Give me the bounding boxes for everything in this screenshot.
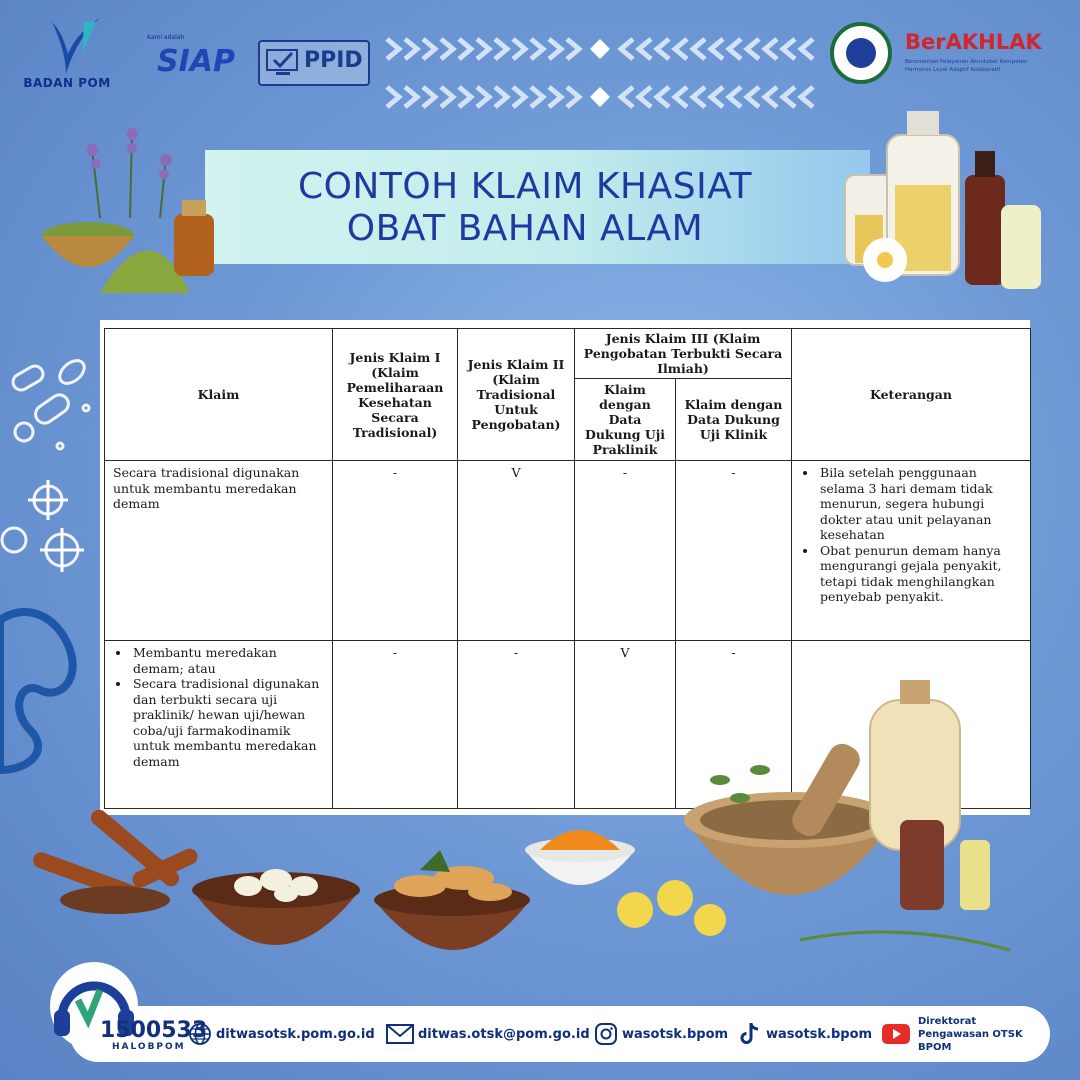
setara-berdaya-logo <box>830 22 892 84</box>
row-1-jenis-3a: - <box>575 461 676 641</box>
footer-youtube[interactable] <box>882 1006 1023 1062</box>
header-jenis-klaim-1: Jenis Klaim I (Klaim Pemeliharaan Kesehatan Secara Tradisional) <box>333 329 458 461</box>
list-item: • Secara tradisional digunakan dan terbukti secara uji praklinik/ hewan uji/hewan coba/uji farmakodinamik untuk membantu meredakan demam <box>131 676 324 769</box>
header-jenis-klaim-3-praklinik: Klaim dengan Data Dukung Uji Praklinik <box>575 379 676 461</box>
berakhlak-logo <box>905 30 1055 80</box>
header-jenis-klaim-3-klinik: Klaim dengan Data Dukung Uji Klinik <box>676 379 792 461</box>
row-2-jenis-3b: - <box>676 641 792 809</box>
title-banner <box>205 150 870 264</box>
herbal-ingredients-illustration <box>20 680 1070 980</box>
header-jenis-klaim-3: Jenis Klaim III (Klaim Pengobatan Terbukti Secara Ilmiah) <box>575 329 792 379</box>
youtube-text-line-1: Direktorat <box>918 1015 977 1027</box>
row-2-jenis-1: - <box>333 641 458 809</box>
footer-email[interactable] <box>386 1006 590 1062</box>
tiktok-icon <box>738 1021 762 1047</box>
herbal-powder-bowl-illustration <box>40 118 230 308</box>
footer-contact-bar <box>70 1006 1050 1062</box>
page-title-line-2: OBAT BAHAN ALAM <box>346 208 704 249</box>
header-klaim: Klaim <box>105 329 333 461</box>
youtube-text-line-3: BPOM <box>918 1041 952 1053</box>
row-2-jenis-2: - <box>458 641 575 809</box>
berakhlak-values-2: Harmonis Loyal Adaptif Kolaboratif <box>905 67 1001 73</box>
ppid-logo <box>258 40 370 86</box>
footer-website[interactable] <box>188 1006 375 1062</box>
list-item: • Obat penurun demam hanya mengurangi gejala penyakit, tetapi tidak menghilangkan penyebab penyakit. <box>818 543 1022 605</box>
website-text: ditwasotsk.pom.go.id <box>216 1026 375 1042</box>
footer-instagram[interactable] <box>594 1006 728 1062</box>
list-item: • Membantu meredakan demam; atau <box>131 645 324 676</box>
hotline-label: HALOBPOM <box>112 1042 186 1052</box>
berakhlak-title: BerAKHLAK <box>905 30 1042 54</box>
berakhlak-values-1: Berorientasi Pelayanan Akuntabel Kompeten <box>905 59 1028 65</box>
table-row <box>105 461 1031 641</box>
siap-tagline: Kami adalah <box>147 34 185 41</box>
footer-tiktok[interactable] <box>738 1006 872 1062</box>
tiktok-text: wasotsk.bpom <box>766 1026 873 1042</box>
badan-pom-logo <box>22 14 112 94</box>
hotline-number: 1500533 <box>100 1018 208 1043</box>
row-1-keterangan <box>792 461 1031 641</box>
instagram-text: wasotsk.bpom <box>622 1026 729 1042</box>
decorative-chevrons-top <box>385 36 815 62</box>
ppid-monitor-icon <box>266 48 300 78</box>
header-jenis-klaim-2: Jenis Klaim II (Klaim Tradisional Untuk Pengobatan) <box>458 329 575 461</box>
header-keterangan: Keterangan <box>792 329 1031 461</box>
youtube-text-line-2: Pengawasan OTSK <box>918 1028 1023 1040</box>
decorative-chevrons-bottom <box>385 84 815 110</box>
youtube-icon <box>882 1024 910 1044</box>
badan-pom-logo-text: BADAN POM <box>23 76 111 90</box>
list-item: • Bila setelah penggunaan selama 3 hari demam tidak menurun, segera hubungi dokter atau unit pelayanan kesehatan <box>818 465 1022 543</box>
row-1-jenis-2: V <box>458 461 575 641</box>
row-1-klaim: Secara tradisional digunakan untuk membantu meredakan demam <box>105 461 333 641</box>
page-title <box>205 166 845 250</box>
instagram-icon <box>594 1022 618 1046</box>
siap-logo-text: SIAP <box>157 44 235 79</box>
row-1-jenis-3b: - <box>676 461 792 641</box>
row-2-jenis-3a: V <box>575 641 676 809</box>
page-title-line-1: CONTOH KLAIM KHASIAT <box>297 166 753 207</box>
mail-icon <box>386 1023 414 1045</box>
row-1-jenis-1: - <box>333 461 458 641</box>
essential-oil-bottles-illustration <box>815 105 1065 300</box>
ppid-logo-text: PPID <box>304 48 363 73</box>
setara-emblem-icon <box>846 38 876 68</box>
siap-logo <box>145 34 245 86</box>
email-text: ditwas.otsk@pom.go.id <box>418 1026 590 1042</box>
